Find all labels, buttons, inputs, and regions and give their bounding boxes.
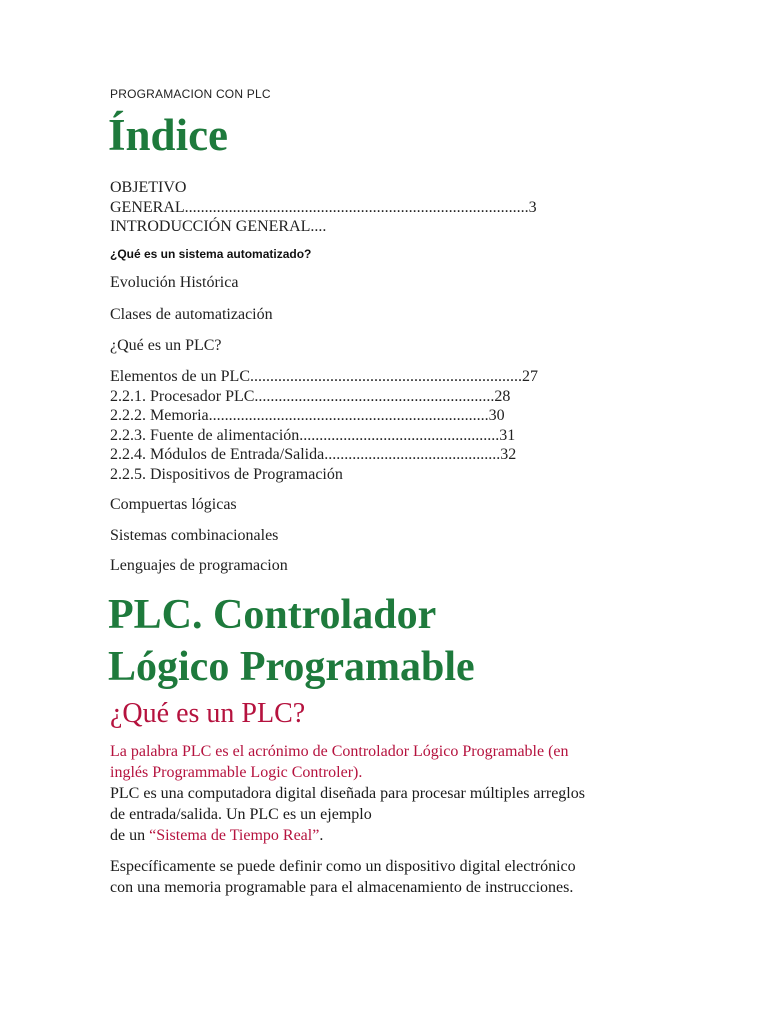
section-title-line-1: PLC. Controlador — [108, 592, 437, 638]
toc-line-fuente: 2.2.3. Fuente de alimentación..................................................31 — [110, 426, 516, 444]
paragraph-acronym-line-1: La palabra PLC es el acrónimo de Controlador Lógico Programable (en — [110, 743, 569, 760]
definition-suffix: . — [319, 827, 324, 844]
section-title — [108, 589, 475, 693]
paragraph-acronym-line-2: inglés Programmable Logic Controler). — [110, 764, 363, 781]
toc-entry-clases: Clases de automatización — [110, 306, 273, 323]
section-title-line-2: Lógico Programable — [108, 644, 475, 690]
toc-entry-compuertas: Compuertas lógicas — [110, 496, 237, 513]
paragraph-acronym — [110, 741, 670, 783]
paragraph-definition-line-2: de entrada/salida. Un PLC es un ejemplo — [110, 806, 372, 823]
real-time-system-quote: “Sistema de Tiempo Real” — [149, 827, 320, 844]
toc-line-procesador: 2.2.1. Procesador PLC............................................................28 — [110, 387, 511, 405]
paragraph-specific-line-2: con una memoria programable para el almacenamiento de instrucciones. — [110, 879, 574, 896]
index-title: Índice — [108, 110, 229, 160]
toc-block-2 — [110, 367, 630, 484]
toc-line-objetivo: OBJETIVO — [110, 179, 187, 196]
toc-line-introduccion: INTRODUCCIÓN GENERAL.... — [110, 218, 327, 235]
toc-entry-sistemas: Sistemas combinacionales — [110, 527, 279, 544]
paragraph-specific — [110, 856, 670, 898]
toc-line-general: GENERAL......................................................................................3 — [110, 198, 537, 216]
toc-line-elementos: Elementos de un PLC....................................................................27 — [110, 368, 538, 385]
paragraph-definition-line-3 — [110, 825, 670, 846]
toc-line-memoria: 2.2.2. Memoria......................................................................30 — [110, 407, 505, 424]
toc-line-modulos: 2.2.4. Módulos de Entrada/Salida............................................32 — [110, 446, 517, 463]
paragraph-definition-line-1: PLC es una computadora digital diseñada para procesar múltiples arreglos — [110, 785, 585, 802]
toc-entry-evolucion: Evolución Histórica — [110, 274, 239, 291]
toc-entry-lenguajes: Lenguajes de programacion — [110, 557, 288, 574]
toc-entry-que-plc: ¿Qué es un PLC? — [110, 337, 222, 354]
toc-block-1 — [110, 178, 630, 237]
toc-line-dispositivos: 2.2.5. Dispositivos de Programación — [110, 465, 343, 483]
section-subtitle: ¿Qué es un PLC? — [110, 698, 306, 729]
toc-question-sistema: ¿Qué es un sistema automatizado? — [110, 247, 312, 261]
page-header: PROGRAMACION CON PLC — [110, 87, 271, 101]
paragraph-definition — [110, 783, 670, 846]
paragraph-specific-line-1: Específicamente se puede definir como un dispositivo digital electrónico — [110, 858, 576, 875]
definition-prefix: de un — [110, 827, 150, 844]
